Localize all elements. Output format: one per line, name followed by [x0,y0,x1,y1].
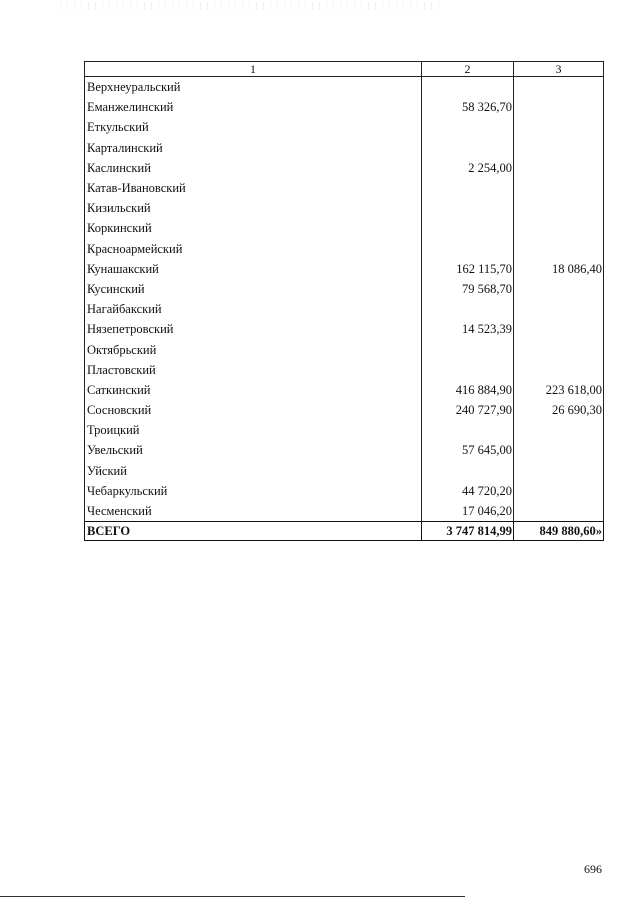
table-row [85,299,604,319]
column-header-1: 1 [85,62,422,77]
district-name: Кизильский [85,198,422,218]
amount-col2: 162 115,70 [422,259,514,279]
amount-col2 [422,178,514,198]
table-row [85,77,604,98]
amount-col3 [514,440,604,460]
district-name: Саткинский [85,380,422,400]
district-name: Еманжелинский [85,97,422,117]
amount-col3: 18 086,40 [514,259,604,279]
amount-col2: 57 645,00 [422,440,514,460]
table-row [85,178,604,198]
district-name: Катав-Ивановский [85,178,422,198]
total-col2: 3 747 814,99 [422,522,514,541]
district-name: Каслинский [85,158,422,178]
amount-col2: 2 254,00 [422,158,514,178]
amount-col2 [422,198,514,218]
amount-col2 [422,77,514,98]
table-row [85,440,604,460]
table-row [85,461,604,481]
amount-col3 [514,239,604,259]
column-header-2: 2 [422,62,514,77]
amount-col2 [422,420,514,440]
amount-col2 [422,138,514,158]
scan-artifact [60,2,440,10]
district-name: Октябрьский [85,339,422,359]
district-name: Еткульский [85,117,422,137]
table-row [85,138,604,158]
page-number: 696 [584,862,602,876]
amount-col2 [422,339,514,359]
amount-col3 [514,420,604,440]
table-row [85,259,604,279]
table-row [85,400,604,420]
amount-col3 [514,501,604,522]
table-row [85,198,604,218]
district-name: Красноармейский [85,239,422,259]
amount-col2: 58 326,70 [422,97,514,117]
amount-col2: 44 720,20 [422,481,514,501]
amount-col3 [514,198,604,218]
table-row [85,239,604,259]
district-name: Чебаркульский [85,481,422,501]
table-row [85,218,604,238]
amount-col3 [514,117,604,137]
amount-col3: 223 618,00 [514,380,604,400]
amount-col3 [514,77,604,98]
amount-col2: 240 727,90 [422,400,514,420]
column-header-3: 3 [514,62,604,77]
amount-col2: 416 884,90 [422,380,514,400]
amount-col3 [514,481,604,501]
district-name: Коркинский [85,218,422,238]
table-row [85,501,604,522]
total-row [85,522,604,541]
table-row [85,481,604,501]
amount-col2: 14 523,39 [422,319,514,339]
table-body [85,77,604,522]
table-row [85,97,604,117]
district-name: Нязепетровский [85,319,422,339]
bottom-rule [0,896,465,897]
district-name: Сосновский [85,400,422,420]
table-row [85,360,604,380]
district-name: Кунашакский [85,259,422,279]
amount-col3 [514,138,604,158]
district-name: Кусинский [85,279,422,299]
table-header-row [85,62,604,77]
district-name: Пластовский [85,360,422,380]
total-label: ВСЕГО [85,522,422,541]
amount-col3: 26 690,30 [514,400,604,420]
amount-col2 [422,117,514,137]
amount-col2 [422,218,514,238]
amount-col2 [422,299,514,319]
district-name: Верхнеуральский [85,77,422,98]
amount-col2 [422,461,514,481]
district-name: Нагайбакский [85,299,422,319]
district-name: Чесменский [85,501,422,522]
amount-col2: 17 046,20 [422,501,514,522]
table-row [85,420,604,440]
table-row [85,319,604,339]
amount-col3 [514,461,604,481]
amount-col3 [514,218,604,238]
amount-col3 [514,97,604,117]
amount-col3 [514,279,604,299]
table-row [85,158,604,178]
amount-col3 [514,299,604,319]
total-col3: 849 880,60» [514,522,604,541]
amount-col2: 79 568,70 [422,279,514,299]
district-name: Карталинский [85,138,422,158]
amount-col3 [514,158,604,178]
district-name: Уйский [85,461,422,481]
table-row [85,339,604,359]
amount-col3 [514,178,604,198]
table-row [85,380,604,400]
amount-col3 [514,360,604,380]
amount-col2 [422,239,514,259]
table-row [85,117,604,137]
amount-col3 [514,339,604,359]
amount-col2 [422,360,514,380]
amount-col3 [514,319,604,339]
table-row [85,279,604,299]
district-name: Увельский [85,440,422,460]
municipal-amounts-table [84,61,604,541]
district-name: Троицкий [85,420,422,440]
